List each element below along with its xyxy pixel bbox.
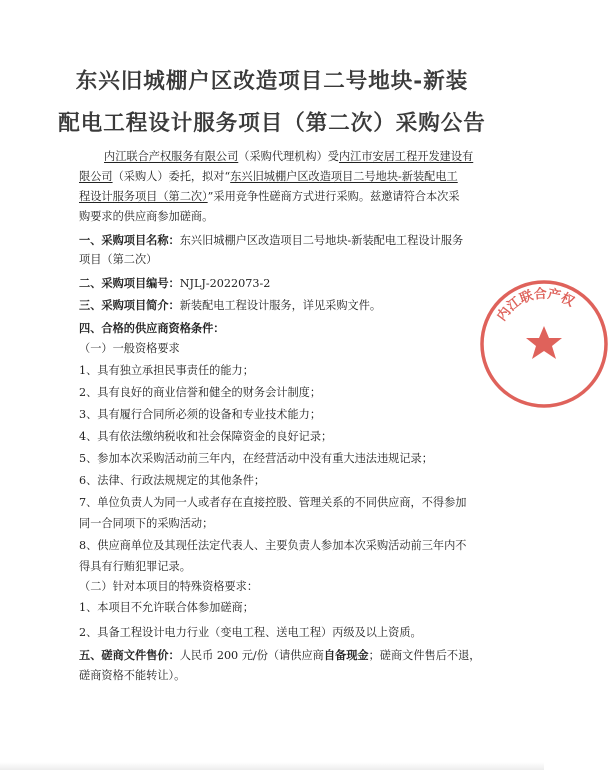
general-item: 2、具有良好的商业信誉和健全的财务会计制度； [79, 386, 322, 399]
purchaser-name: 内江市安居工程开发建设有 [338, 150, 474, 163]
section-3-value: 新装配电工程设计服务，详见采购文件。 [179, 299, 382, 312]
intro-line-4: 购要求的供应商参加磋商。 [79, 210, 214, 223]
intro-line-2 [79, 170, 458, 184]
general-item: 1、具有独立承担民事责任的能力； [79, 364, 254, 377]
general-item: 7、单位负责人为同一人或者存在直接控股、管理关系的不同供应商，不得参加 [79, 496, 467, 509]
section-5-bold: 自备现金 [323, 648, 369, 662]
section-5-cont: 磋商资格不能转让）。 [79, 669, 186, 682]
agent-role: （采购代理机构）受 [238, 150, 339, 163]
section-5 [79, 648, 480, 663]
general-item: 8、供应商单位及其现任法定代表人、主要负责人参加本次采购活动前三年内不 [79, 539, 467, 552]
section-5-rest: ；磋商文件售后不退， [368, 649, 481, 662]
special-requirements-heading: （二）针对本项目的特殊资格要求： [79, 580, 259, 593]
general-item-cont: 同一合同项下的采购活动； [79, 517, 214, 530]
section-5-price: 人民币 200 元/份（请供应商 [179, 649, 324, 662]
general-requirements-heading: （一）一般资格要求 [79, 342, 180, 355]
general-item: 6、法律、行政法规规定的其他条件； [79, 474, 266, 487]
section-1-label: 一、采购项目名称： [79, 233, 180, 247]
document-title-line-2: 配电工程设计服务项目（第二次）采购公告 [58, 111, 486, 136]
general-item-cont: 得具有行贿犯罪记录。 [79, 560, 191, 573]
section-1-cont: 项目（第二次） [79, 253, 158, 266]
purchaser-name-cont: 限公司 [79, 170, 113, 183]
section-3 [79, 298, 381, 313]
seal-star-icon [526, 326, 562, 359]
purchaser-role: （采购人）委托，拟对“ [112, 170, 231, 183]
special-item: 1、本项目不允许联合体参加磋商； [79, 601, 254, 614]
section-1 [79, 233, 463, 248]
official-seal [478, 278, 610, 410]
general-item: 5、参加本次采购活动前三年内，在经营活动中没有重大违法违规记录； [79, 452, 433, 465]
project-name: 东兴旧城棚户区改造项目二号地块-新装配电工 [230, 170, 458, 183]
special-item: 2、具备工程设计电力行业（变电工程、送电工程）丙级及以上资质。 [79, 626, 422, 639]
section-3-label: 三、采购项目简介： [79, 298, 180, 312]
intro-method: ”采用竞争性磋商方式进行采购。兹邀请符合本次采 [207, 190, 460, 203]
section-2-label: 二、采购项目编号： [79, 276, 180, 290]
section-1-value: 东兴旧城棚户区改造项目二号地块-新装配电工程设计服务 [179, 234, 464, 247]
agent-name: 内江联合产权服务有限公司 [104, 150, 239, 163]
section-4-label: 四、合格的供应商资格条件： [79, 321, 225, 335]
section-5-label: 五、磋商文件售价： [79, 648, 180, 662]
general-item: 4、具有依法缴纳税收和社会保障资金的良好记录； [79, 430, 333, 443]
document-title-line-1: 东兴旧城棚户区改造项目二号地块-新装 [75, 69, 469, 94]
seal-text [494, 286, 578, 324]
section-2 [79, 276, 270, 291]
section-2-value: NJLJ-2022073-2 [179, 277, 271, 290]
page-bottom-edge [0, 762, 544, 770]
general-item: 3、具有履行合同所必须的设备和专业技术能力； [79, 408, 322, 421]
intro-line-1 [104, 150, 473, 164]
project-name-cont: 程设计服务项目（第二次） [79, 190, 208, 203]
seal-text-path: 内江联合产权 [494, 286, 577, 324]
intro-line-3 [79, 190, 460, 204]
